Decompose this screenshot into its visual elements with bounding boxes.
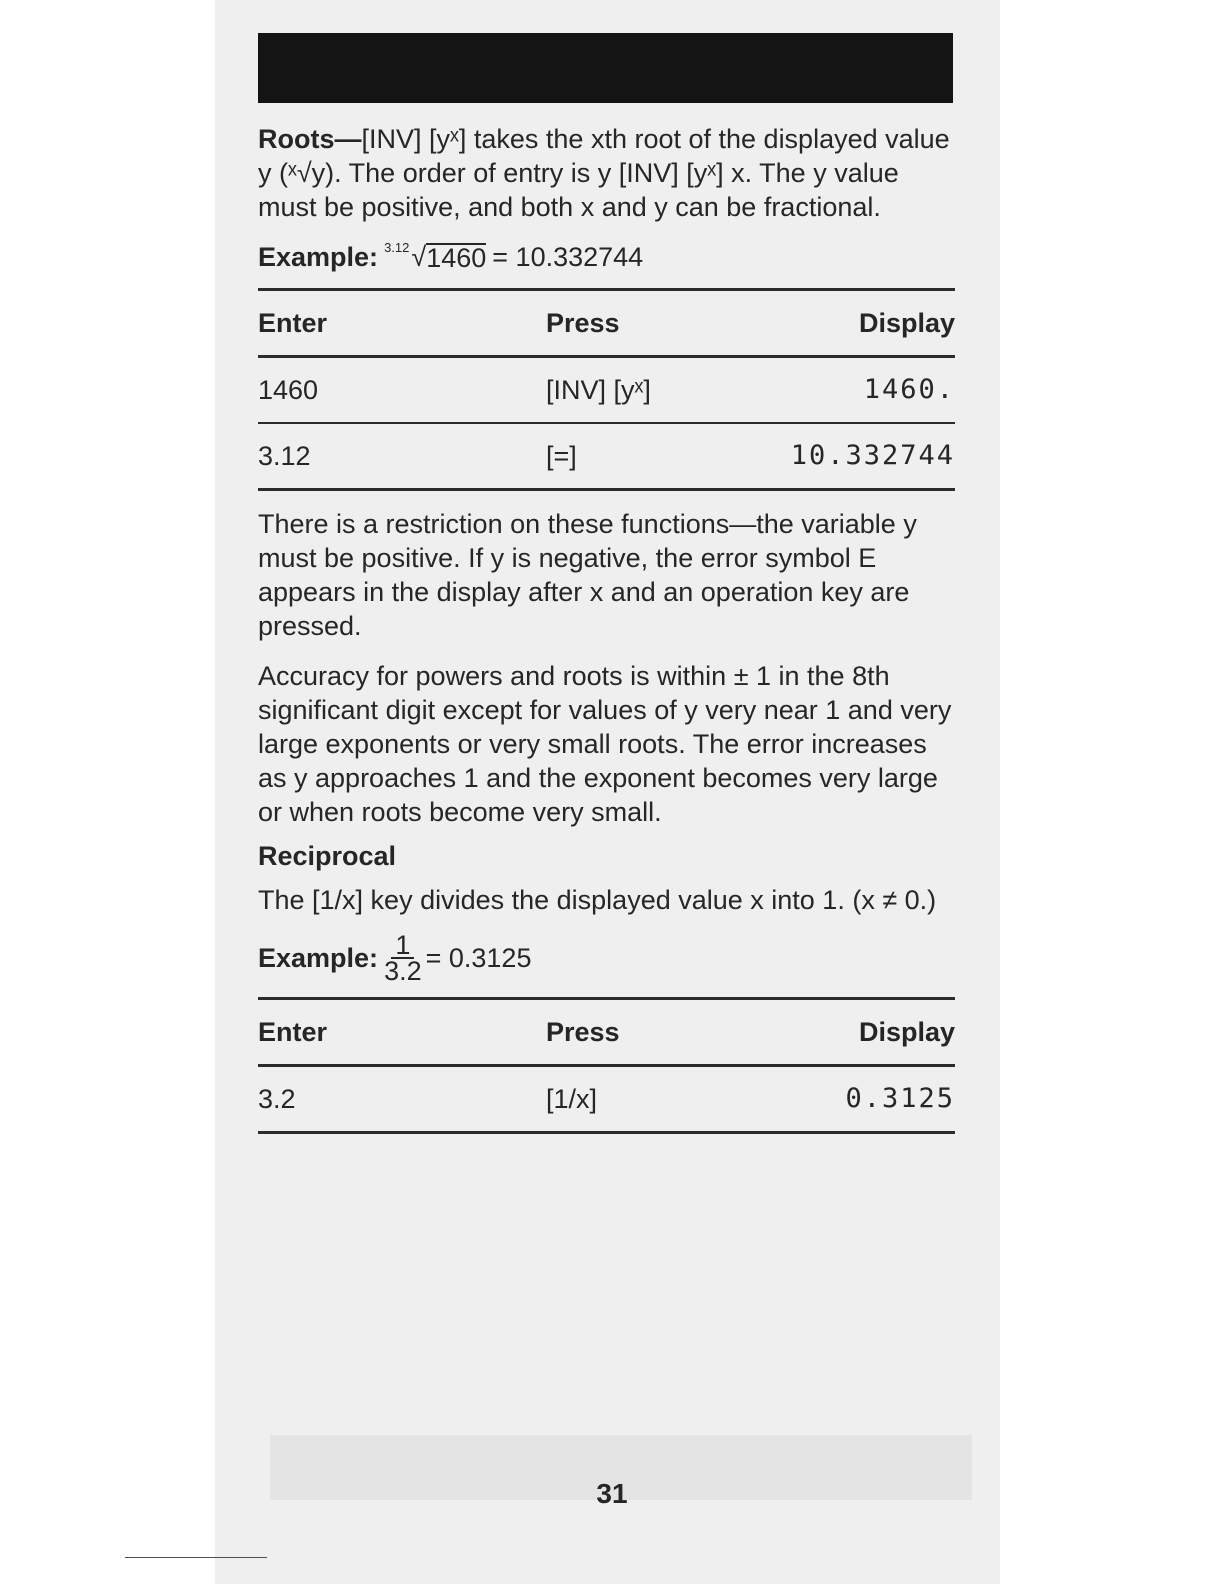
table-header-row [258, 1000, 955, 1064]
accuracy-paragraph: Accuracy for powers and roots is within ± 1 in the 8th significant digit except for values of y very near 1 and very large exponents or very small roots. The error increases as y approaches 1 and the exponent becomes very large or when roots become very small. [258, 661, 952, 827]
reciprocal-heading: Reciprocal [258, 841, 397, 871]
cell-press: [=] [546, 441, 577, 471]
cell-display: 0.3125 [845, 1083, 955, 1114]
example-1 [258, 240, 958, 274]
radical-sign: √ [411, 242, 427, 272]
example-2-result: = 0.3125 [425, 943, 532, 973]
table-header-row [258, 291, 955, 355]
cell-enter: 3.2 [258, 1084, 296, 1114]
keystroke-table-1 [258, 288, 955, 491]
header-enter: Enter [258, 308, 328, 338]
cell-enter: 3.12 [258, 441, 311, 471]
header-display: Display [858, 308, 955, 338]
cell-press: [1/x] [546, 1084, 598, 1114]
fraction [384, 930, 422, 986]
fraction-numerator: 1 [391, 933, 414, 959]
root-index: 3.12 [384, 240, 410, 255]
header-bar [258, 33, 953, 103]
page-content [258, 122, 958, 1134]
header-enter: Enter [258, 1017, 328, 1047]
table-row [258, 358, 955, 422]
cell-press: [INV] [yˣ] [546, 375, 651, 405]
reciprocal-paragraph: The [1/x] key divides the displayed value x into 1. (x ≠ 0.) [258, 885, 937, 915]
table-row [258, 1067, 955, 1131]
fraction-denominator: 3.2 [384, 956, 422, 986]
header-press: Press [546, 1017, 620, 1047]
example-1-result: = 10.332744 [492, 242, 644, 272]
cell-display: 1460. [863, 374, 955, 405]
restriction-paragraph: There is a restriction on these functions—the variable y must be positive. If y is negative, the error symbol E appears in the display after x and an operation key are pressed. [258, 509, 917, 641]
example-2-label: Example: [258, 943, 379, 973]
roots-text: [INV] [yˣ] takes the xth root of the displayed value y (ˣ√y). The order of entry is y [INV] [yˣ] x. The y value must be positive, and both x and y can be fractional. [258, 124, 950, 222]
example-2 [258, 930, 958, 986]
keystroke-table-2 [258, 997, 955, 1134]
radicand: 1460 [426, 243, 487, 273]
cell-display: 10.332744 [790, 440, 955, 471]
roots-paragraph [258, 122, 958, 224]
table-rule [258, 1131, 955, 1134]
roots-lead: Roots— [258, 124, 362, 154]
cell-enter: 1460 [258, 375, 319, 405]
table-row [258, 424, 955, 488]
footnote-separator [125, 1557, 267, 1558]
example-1-label: Example: [258, 242, 379, 272]
header-display: Display [858, 1017, 955, 1047]
page-number: 31 [596, 1478, 628, 1509]
header-press: Press [546, 308, 620, 338]
